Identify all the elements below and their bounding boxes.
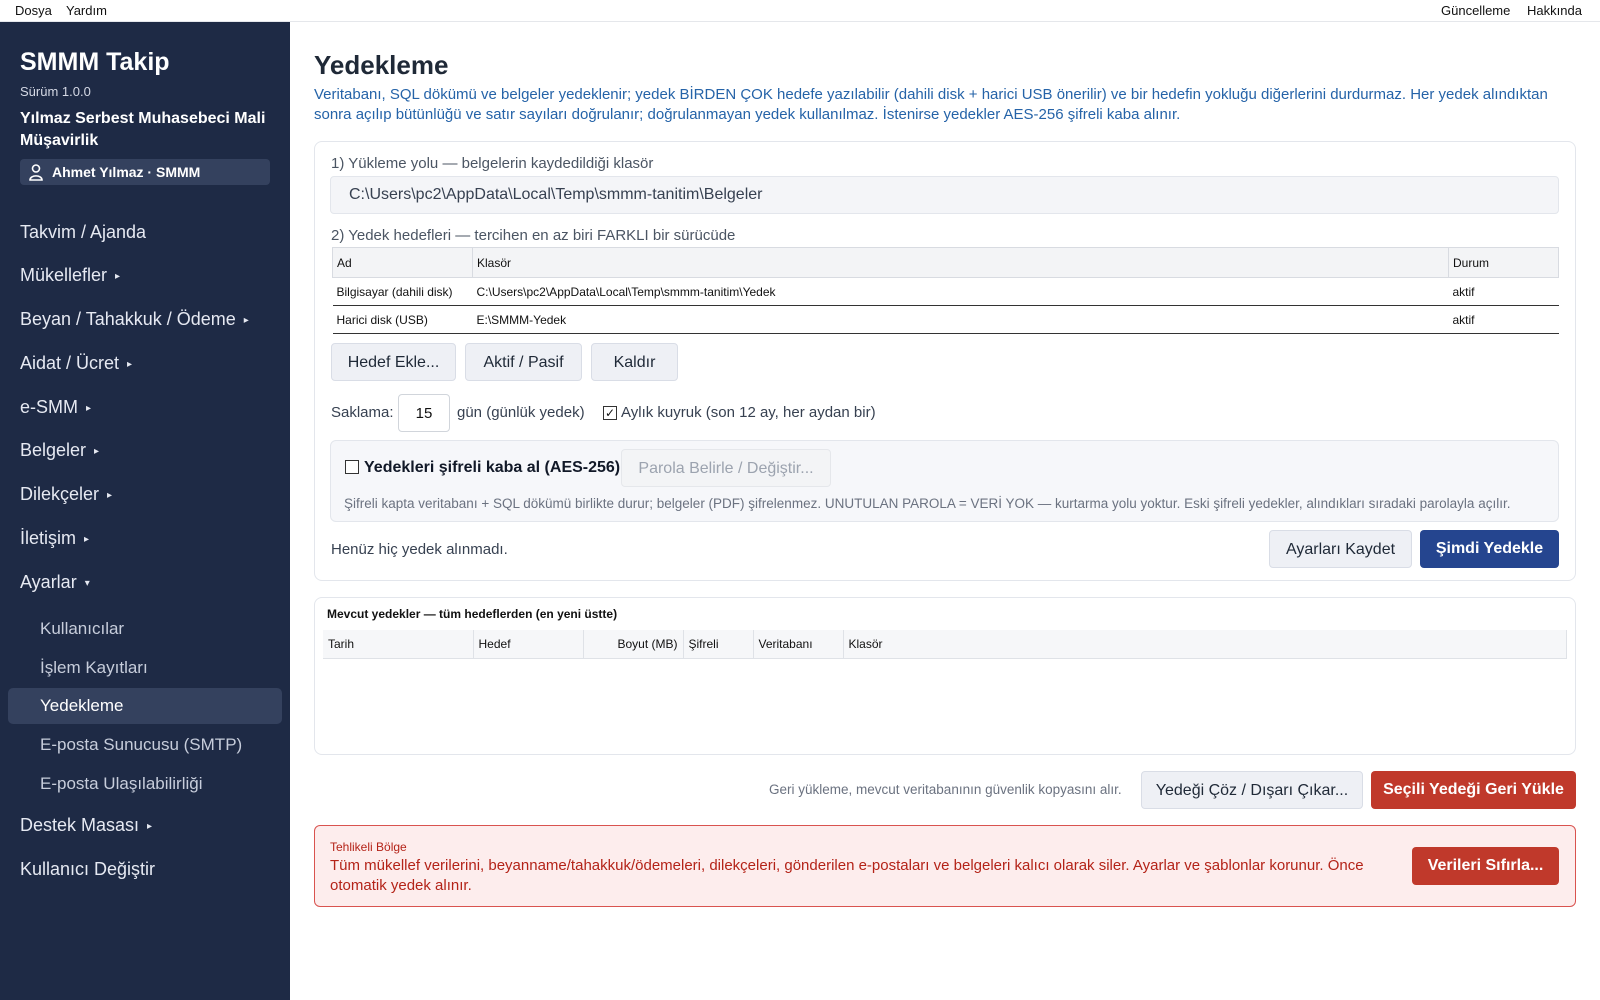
user-icon: [28, 163, 44, 181]
nav-label: İletişim: [20, 528, 77, 548]
nav-sub-email-reachability[interactable]: E-posta Ulaşılabilirliği: [40, 774, 203, 793]
danger-zone-text: Tüm mükellef verilerini, beyanname/tahakkuk/ödemeleri, dilekçeleri, gönderilen e-postaları ve belgeleri kalıcı olarak siler. Ayarlar ve şablonlar korunur. Önce otomatik yedek alınır.: [330, 857, 1364, 894]
current-user-badge: [20, 159, 270, 185]
nav-taxpayers[interactable]: [20, 260, 120, 290]
target-folder: E:\SMMM-Yedek: [473, 306, 1449, 334]
nav-sub-audit-log[interactable]: İşlem Kayıtları: [40, 658, 148, 677]
col-size[interactable]: Boyut (MB): [583, 630, 683, 658]
menu-file[interactable]: Dosya: [15, 3, 52, 18]
restore-backup-button[interactable]: Seçili Yedeği Geri Yükle: [1371, 771, 1576, 809]
nav-label: Dilekçeler: [20, 484, 100, 504]
upload-path-field[interactable]: C:\Users\pc2\AppData\Local\Temp\smmm-tanitim\Belgeler: [330, 176, 1559, 214]
col-date[interactable]: Tarih: [323, 630, 473, 658]
nav-esmm[interactable]: [20, 392, 91, 422]
retention-days-input[interactable]: 15: [398, 394, 450, 432]
page-title: Yedekleme: [314, 50, 449, 80]
encrypt-label: Yedekleri şifreli kaba al (AES-256): [364, 459, 621, 476]
expand-arrow-icon: ▸: [84, 534, 90, 545]
expand-arrow-icon: ▸: [127, 359, 133, 370]
col-status[interactable]: Durum: [1449, 248, 1559, 278]
remove-target-button[interactable]: Kaldır: [591, 343, 678, 381]
table-row[interactable]: [333, 306, 1559, 334]
nav-communication[interactable]: [20, 523, 89, 553]
nav-label: Ayarlar: [20, 572, 77, 592]
nav-documents[interactable]: [20, 435, 99, 465]
nav-sub-smtp[interactable]: E-posta Sunucusu (SMTP): [40, 735, 243, 754]
sidebar: [0, 22, 290, 1000]
retention-label: Saklama:: [331, 404, 394, 421]
set-password-button[interactable]: Parola Belirle / Değiştir...: [621, 449, 831, 487]
menu-about[interactable]: Hakkında: [1527, 3, 1582, 18]
nav-settings[interactable]: [20, 567, 90, 597]
encryption-note: Şifreli kapta veritabanı + SQL dökümü birlikte durur; belgeler (PDF) şifrelenmez. UNUTULAN PAROLA = VERİ YOK — kurtarma yolu yoktur. Eski şifreli yedekler, alındıkları sıradaki parolayla açılır.: [344, 496, 1511, 511]
retention-unit: gün (günlük yedek): [457, 404, 585, 421]
nav-support[interactable]: [20, 810, 152, 840]
col-encrypted[interactable]: Şifreli: [683, 630, 753, 658]
danger-zone-title: Tehlikeli Bölge: [330, 840, 407, 854]
monthly-tail-label: Aylık kuyruk (son 12 ay, her aydan bir): [621, 404, 876, 421]
add-target-button[interactable]: Hedef Ekle...: [331, 343, 456, 381]
existing-backups-title: Mevcut yedekler — tüm hedeflerden (en yeni üstte): [327, 607, 618, 621]
app-title: SMMM Takip: [20, 48, 170, 76]
expand-arrow-icon: ▸: [115, 271, 121, 282]
expand-arrow-icon: ▸: [94, 446, 100, 457]
menu-help[interactable]: Yardım: [66, 3, 107, 18]
expand-arrow-icon: ▸: [107, 490, 113, 501]
page-description: Veritabanı, SQL dökümü ve belgeler yedeklenir; yedek BİRDEN ÇOK hedefe yazılabilir (dahili disk + harici USB önerilir) ve bir hedefin yokluğu diğerlerini durdurmaz. Her yedek alındıktan sonra açılıp bütünlüğü ve satır sayıları doğrulanır; doğrulanmayan yedek kullanılmaz. İstenirse yedekler AES-256 şifreli kaba alınır.: [314, 86, 1548, 123]
expand-arrow-icon: ▸: [86, 403, 92, 414]
toggle-target-button[interactable]: Aktif / Pasif: [465, 343, 582, 381]
nav-petitions[interactable]: [20, 479, 112, 509]
col-folder[interactable]: Klasör: [843, 630, 1567, 658]
target-name: Bilgisayar (dahili disk): [333, 278, 473, 306]
nav-declarations[interactable]: [20, 304, 249, 334]
nav-sub-users[interactable]: Kullanıcılar: [40, 619, 125, 638]
col-name[interactable]: Ad: [333, 248, 473, 278]
nav-sub-backup-label: Yedekleme: [40, 696, 124, 715]
nav-label: Belgeler: [20, 440, 87, 460]
nav-fees[interactable]: [20, 348, 132, 378]
backups-table: [323, 630, 1567, 659]
menu-bar: [0, 0, 1600, 22]
company-name: Yılmaz Serbest Muhasebeci Mali Müşavirlik: [20, 110, 266, 149]
table-row[interactable]: [333, 278, 1559, 306]
targets-label: 2) Yedek hedefleri — tercihen en az biri FARKLI bir sürücüde: [331, 227, 736, 244]
target-status: aktif: [1449, 306, 1559, 334]
collapse-arrow-icon: ▾: [84, 578, 90, 589]
app-version: Sürüm 1.0.0: [20, 84, 91, 99]
targets-table: [332, 247, 1559, 334]
col-database[interactable]: Veritabanı: [753, 630, 843, 658]
nav-label: Aidat / Ücret: [20, 353, 120, 373]
monthly-tail-checkbox[interactable]: [603, 406, 617, 420]
save-settings-button[interactable]: Ayarları Kaydet: [1269, 530, 1412, 568]
backup-status-text: Henüz hiç yedek alınmadı.: [331, 541, 508, 558]
nav-label: Kullanıcı Değiştir: [20, 859, 156, 879]
target-folder: C:\Users\pc2\AppData\Local\Temp\smmm-tanitim\Yedek: [473, 278, 1449, 306]
encrypt-checkbox[interactable]: [345, 460, 359, 474]
nav-switch-user[interactable]: [20, 854, 155, 884]
nav-label: e-SMM: [20, 397, 78, 417]
backup-now-button[interactable]: Şimdi Yedekle: [1420, 530, 1559, 568]
expand-arrow-icon: ▸: [243, 315, 249, 326]
nav-sub-backup[interactable]: [8, 688, 282, 724]
target-status: aktif: [1449, 278, 1559, 306]
nav-label: Destek Masası: [20, 815, 140, 835]
nav-label: Takvim / Ajanda: [20, 222, 147, 242]
current-user-label: Ahmet Yılmaz · SMMM: [52, 164, 201, 180]
nav-label: Mükellefler: [20, 265, 108, 285]
nav-calendar[interactable]: [20, 217, 146, 247]
check-icon: ✓: [604, 406, 616, 420]
nav-label: Beyan / Tahakkuk / Ödeme: [20, 309, 236, 329]
expand-arrow-icon: ▸: [147, 821, 153, 832]
col-folder[interactable]: Klasör: [473, 248, 1449, 278]
upload-path-label: 1) Yükleme yolu — belgelerin kaydedildiği klasör: [331, 155, 654, 172]
target-name: Harici disk (USB): [333, 306, 473, 334]
col-target[interactable]: Hedef: [473, 630, 583, 658]
decrypt-export-button[interactable]: Yedeği Çöz / Dışarı Çıkar...: [1141, 771, 1363, 809]
reset-data-button[interactable]: Verileri Sıfırla...: [1412, 847, 1559, 885]
menu-update[interactable]: Güncelleme: [1441, 3, 1511, 18]
restore-note: Geri yükleme, mevcut veritabanının güvenlik kopyasını alır.: [769, 782, 1122, 797]
